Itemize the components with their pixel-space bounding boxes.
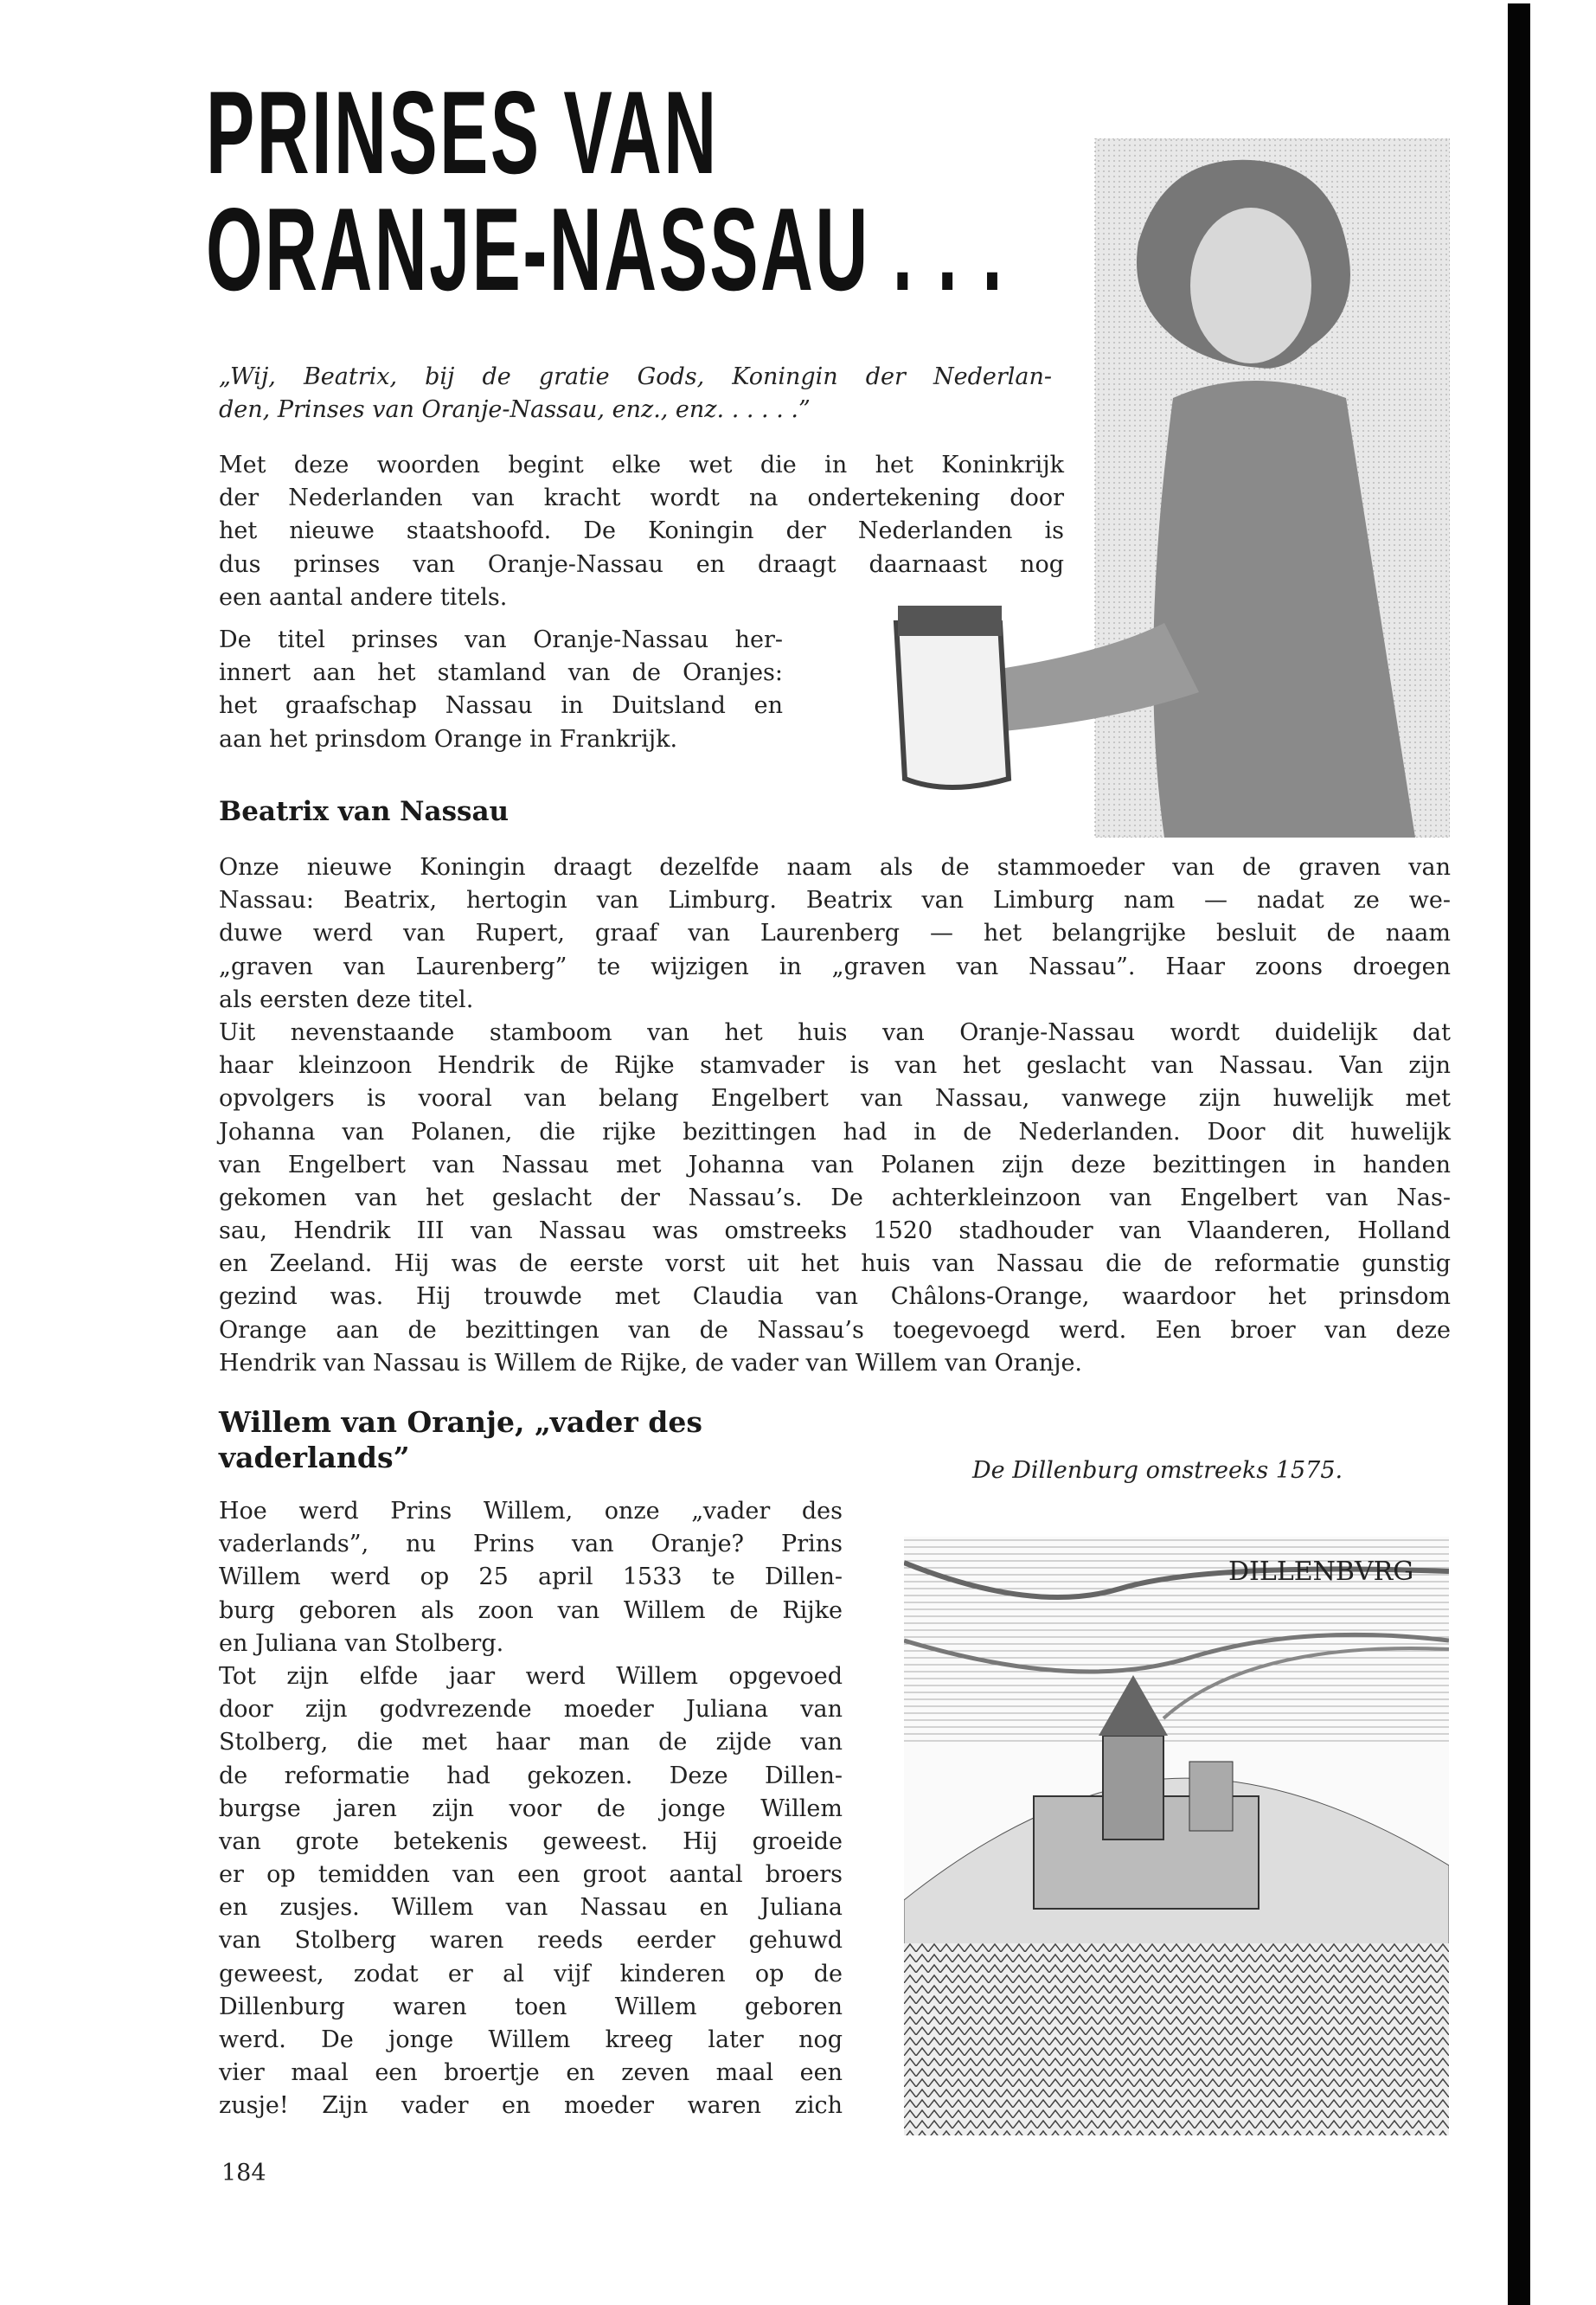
text-line: duwe werd van Rupert, graaf van Laurenberg — het belangrijke besluit de naam — [219, 920, 1451, 947]
title-line-1: PRINSES VAN — [206, 67, 719, 198]
text-line: Dillenburg waren toen Willem geboren — [219, 1993, 843, 2020]
text-line: burgse jaren zijn voor de jonge Willem — [219, 1795, 843, 1822]
section-heading-willem — [219, 1404, 702, 1475]
text-line: Tot zijn elfde jaar werd Willem opgevoed — [219, 1662, 843, 1690]
text-line: Willem werd op 25 april 1533 te Dillen- — [219, 1563, 843, 1591]
text-line: aan het prinsdom Orange in Frankrijk. — [219, 725, 678, 753]
text-line: Uit nevenstaande stamboom van het huis van Oranje-Nassau wordt duidelijk dat — [219, 1018, 1451, 1046]
text-line: Met deze woorden begint elke wet die in het Koninkrijk — [219, 452, 1064, 478]
intro-paragraph-2 — [219, 624, 783, 756]
text-line: Johanna van Polanen, die rijke bezittingen had in de Nederlanden. Door dit huwelijk — [219, 1118, 1451, 1146]
text-line: Stolberg, die met haar man de zijde van — [219, 1729, 843, 1756]
text-line: gekomen van het geslacht der Nassau’s. De achterkleinzoon van Engelbert van Nas- — [219, 1184, 1451, 1211]
engraving-label: DILLENBVRG — [1228, 1557, 1414, 1587]
text-line: werd. De jonge Willem kreeg later nog — [219, 2026, 843, 2053]
intro-paragraph-1 — [219, 449, 1064, 614]
text-line: en Juliana van Stolberg. — [219, 1629, 504, 1657]
text-line: vier maal een broertje en zeven maal een — [219, 2059, 843, 2087]
section-heading-willem-line-1: Willem van Oranje, „vader des — [219, 1405, 702, 1439]
text-line: gezind was. Hij trouwde met Claudia van Châlons-Orange, waardoor het prinsdom — [219, 1283, 1451, 1311]
text-line: dus prinses van Oranje-Nassau en draagt daarnaast nog — [219, 550, 1064, 578]
text-line: de reformatie had gekozen. Deze Dillen- — [219, 1762, 843, 1789]
text-line: Onze nieuwe Koningin draagt dezelfde naam als de stammoeder van de graven van — [219, 854, 1451, 881]
text-line: Nassau: Beatrix, hertogin van Limburg. Beatrix van Limburg nam — nadat ze we- — [219, 887, 1451, 915]
text-line: het nieuwe staatshoofd. De Koningin der Nederlanden is — [219, 517, 1064, 545]
text-line: den, Prinses van Oranje-Nassau, enz., enz. . . . . .” — [219, 396, 811, 424]
text-line: der Nederlanden van kracht wordt na ondertekening door — [219, 485, 1064, 512]
figure-caption: De Dillenburg omstreeks 1575. — [972, 1457, 1343, 1484]
text-line: „Wij, Beatrix, bij de gratie Gods, Koningin der Nederlan- — [219, 363, 1052, 390]
text-line: sau, Hendrik III van Nassau was omstreeks 1520 stadhouder van Vlaanderen, Holland — [219, 1217, 1451, 1245]
text-line: opvolgers is vooral van belang Engelbert van Nassau, vanwege zijn huwelijk met — [219, 1085, 1451, 1113]
text-line: als eersten deze titel. — [219, 986, 474, 1013]
intro-quote — [219, 361, 1052, 427]
page-number: 184 — [221, 2160, 266, 2186]
text-line: haar kleinzoon Hendrik de Rijke stamvader is van het geslacht van Nassau. Van zijn — [219, 1052, 1451, 1080]
text-line: Hoe werd Prins Willem, onze „vader des — [219, 1498, 843, 1525]
section-heading-beatrix: Beatrix van Nassau — [219, 796, 510, 827]
text-line: geweest, zodat er al vijf kinderen op de — [219, 1960, 843, 1987]
section-heading-willem-line-2: vaderlands” — [219, 1441, 410, 1474]
text-line: van Engelbert van Nassau met Johanna van Polanen zijn deze bezittingen in handen — [219, 1151, 1451, 1178]
text-line: door zijn godvrezende moeder Juliana van — [219, 1696, 843, 1724]
text-line: innert aan het stamland van de Oranjes: — [219, 659, 783, 687]
text-line: vaderlands”, nu Prins van Oranje? Prins — [219, 1531, 843, 1558]
section-willem-body — [219, 1495, 843, 2123]
text-line: „graven van Laurenberg” te wijzigen in „graven van Nassau”. Haar zoons droegen — [219, 953, 1451, 980]
page-edge-bar — [1508, 3, 1530, 2305]
text-line: zusje! Zijn vader en moeder waren zich — [219, 2092, 843, 2120]
section-beatrix-body — [219, 851, 1451, 1380]
text-line: Hendrik van Nassau is Willem de Rijke, de vader van Willem van Oranje. — [219, 1349, 1083, 1377]
engraving-dillenburg — [904, 1537, 1449, 2135]
text-line: Orange aan de bezittingen van de Nassau’s toegevoegd werd. Een broer van deze — [219, 1316, 1451, 1344]
text-line: een aantal andere titels. — [219, 583, 508, 611]
title-line-2: ORANJE-NASSAU . . . — [206, 183, 1005, 315]
text-line: van Stolberg waren reeds eerder gehuwd — [219, 1927, 843, 1955]
text-line: van grote betekenis geweest. Hij groeide — [219, 1827, 843, 1855]
text-line: De titel prinses van Oranje-Nassau her- — [219, 626, 783, 653]
text-line: burg geboren als zoon van Willem de Rijke — [219, 1596, 843, 1624]
text-line: het graafschap Nassau in Duitsland en — [219, 692, 783, 720]
text-line: en zusjes. Willem van Nassau en Juliana — [219, 1894, 843, 1922]
text-line: er op temidden van een groot aantal broers — [219, 1861, 843, 1889]
text-line: en Zeeland. Hij was de eerste vorst uit het huis van Nassau die de reformatie gunstig — [219, 1250, 1451, 1278]
